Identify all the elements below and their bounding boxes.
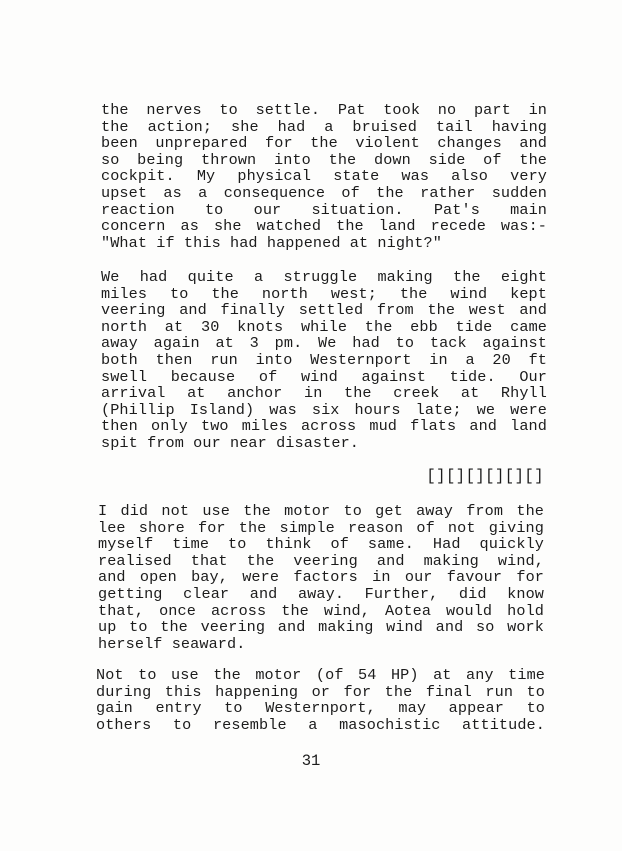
text-line: spit from our near disaster. <box>101 433 359 452</box>
text-line: cockpit. My physical state was also very <box>101 167 547 186</box>
text-line: herself seaward. <box>98 634 246 653</box>
text-line: the nerves to settle. Pat took no part in <box>101 101 547 119</box>
text-line: that, once across the wind, Aotea would hold <box>98 601 544 620</box>
text-line: getting clear and away. Further, did know <box>98 584 544 603</box>
text-line: Not to use the motor (of 54 HP) at any time <box>96 666 545 684</box>
text-line: north at 30 knots while the ebb tide came <box>101 317 547 336</box>
text-line: gain entry to Westernport, may appear to <box>96 699 545 718</box>
text-line: myself time to think of same. Had quickly <box>98 535 544 554</box>
section-separator: [][][][][][] <box>426 467 544 485</box>
text-line: then only two miles across mud flats and land <box>101 417 547 436</box>
text-line: swell because of wind against tide. Our <box>101 367 547 386</box>
text-line: miles to the north west; the wind kept <box>101 284 547 303</box>
text-line: reaction to our situation. Pat's main <box>101 200 547 219</box>
text-line: veering and finally settled from the west and <box>101 301 547 320</box>
paragraph-2 <box>101 269 547 452</box>
text-line: concern as she watched the land recede was:- <box>101 217 547 236</box>
text-line: We had quite a struggle making the eight <box>101 268 547 286</box>
text-line: and open bay, were factors in our favour for <box>98 568 544 587</box>
paragraph-3 <box>98 503 544 652</box>
text-line: realised that the veering and making wind, <box>98 551 544 570</box>
text-line: during this happening or for the final run to <box>96 682 545 701</box>
text-line: been unprepared for the violent changes and <box>101 134 547 153</box>
text-line: (Phillip Island) was six hours late; we were <box>101 400 547 419</box>
text-line: up to the veering and making wind and so work <box>98 618 544 637</box>
text-line: both then run into Westernport in a 20 ft <box>101 350 547 369</box>
text-line: so being thrown into the down side of the <box>101 150 547 169</box>
text-line: I did not use the motor to get away from the <box>98 502 544 520</box>
text-line: "What if this had happened at night?" <box>101 233 442 252</box>
text-line: away again at 3 pm. We had to tack against <box>101 334 547 353</box>
text-line: the action; she had a bruised tail having <box>101 117 547 136</box>
text-line: lee shore for the simple reason of not giving <box>98 518 544 537</box>
text-line: others to resemble a masochistic attitude. <box>96 715 545 734</box>
text-line: arrival at anchor in the creek at Rhyll <box>101 384 547 403</box>
paragraph-4 <box>96 667 545 733</box>
text-line: upset as a consequence of the rather sudden <box>101 183 547 202</box>
page-number: 31 <box>301 752 321 770</box>
paragraph-1 <box>101 102 547 251</box>
